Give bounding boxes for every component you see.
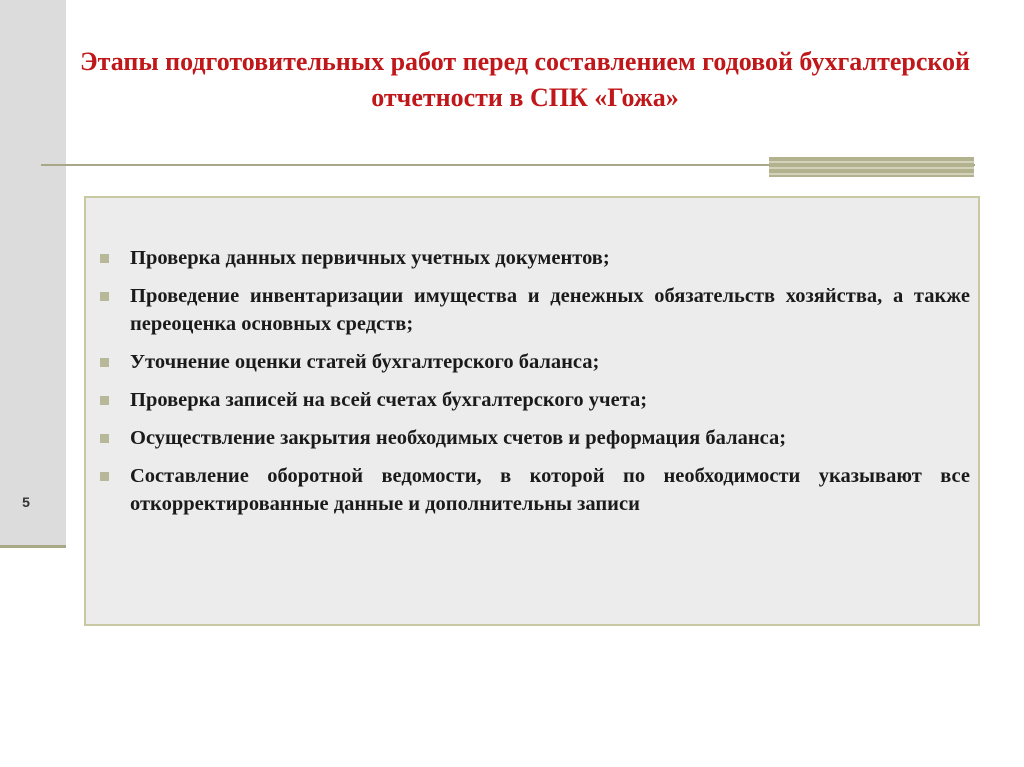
slide-title: Этапы подготовительных работ перед составлением годовой бухгалтерской отчетности в СПК «Гожа» <box>80 47 970 112</box>
list-item <box>98 386 970 414</box>
list-item <box>98 424 970 452</box>
square-bullet-icon <box>100 434 109 443</box>
bullet-list <box>98 244 970 528</box>
square-bullet-icon <box>100 292 109 301</box>
square-bullet-icon <box>100 358 109 367</box>
list-item-text: Уточнение оценки статей бухгалтерского баланса; <box>130 351 600 373</box>
slide-number: 5 <box>22 494 30 510</box>
left-band-divider <box>0 545 66 548</box>
square-bullet-icon <box>100 396 109 405</box>
square-bullet-icon <box>100 472 109 481</box>
list-item <box>98 282 970 338</box>
square-bullet-icon <box>100 254 109 263</box>
list-item <box>98 462 970 518</box>
list-item-text: Проведение инвентаризации имущества и денежных обязательств хозяйства, а также переоценка основных средств; <box>130 285 970 335</box>
list-item-text: Проверка данных первичных учетных документов; <box>130 247 610 269</box>
list-item-text: Составление оборотной ведомости, в которой по необходимости указывают все откорректированные данные и дополнительны записи <box>130 465 970 515</box>
left-decorative-band <box>0 0 66 546</box>
list-item-text: Осуществление закрытия необходимых счетов и реформация баланса; <box>130 427 787 449</box>
list-item <box>98 244 970 272</box>
list-item <box>98 348 970 376</box>
list-item-text: Проверка записей на всей счетах бухгалтерского учета; <box>130 389 648 411</box>
title-accent-bar <box>769 157 974 177</box>
